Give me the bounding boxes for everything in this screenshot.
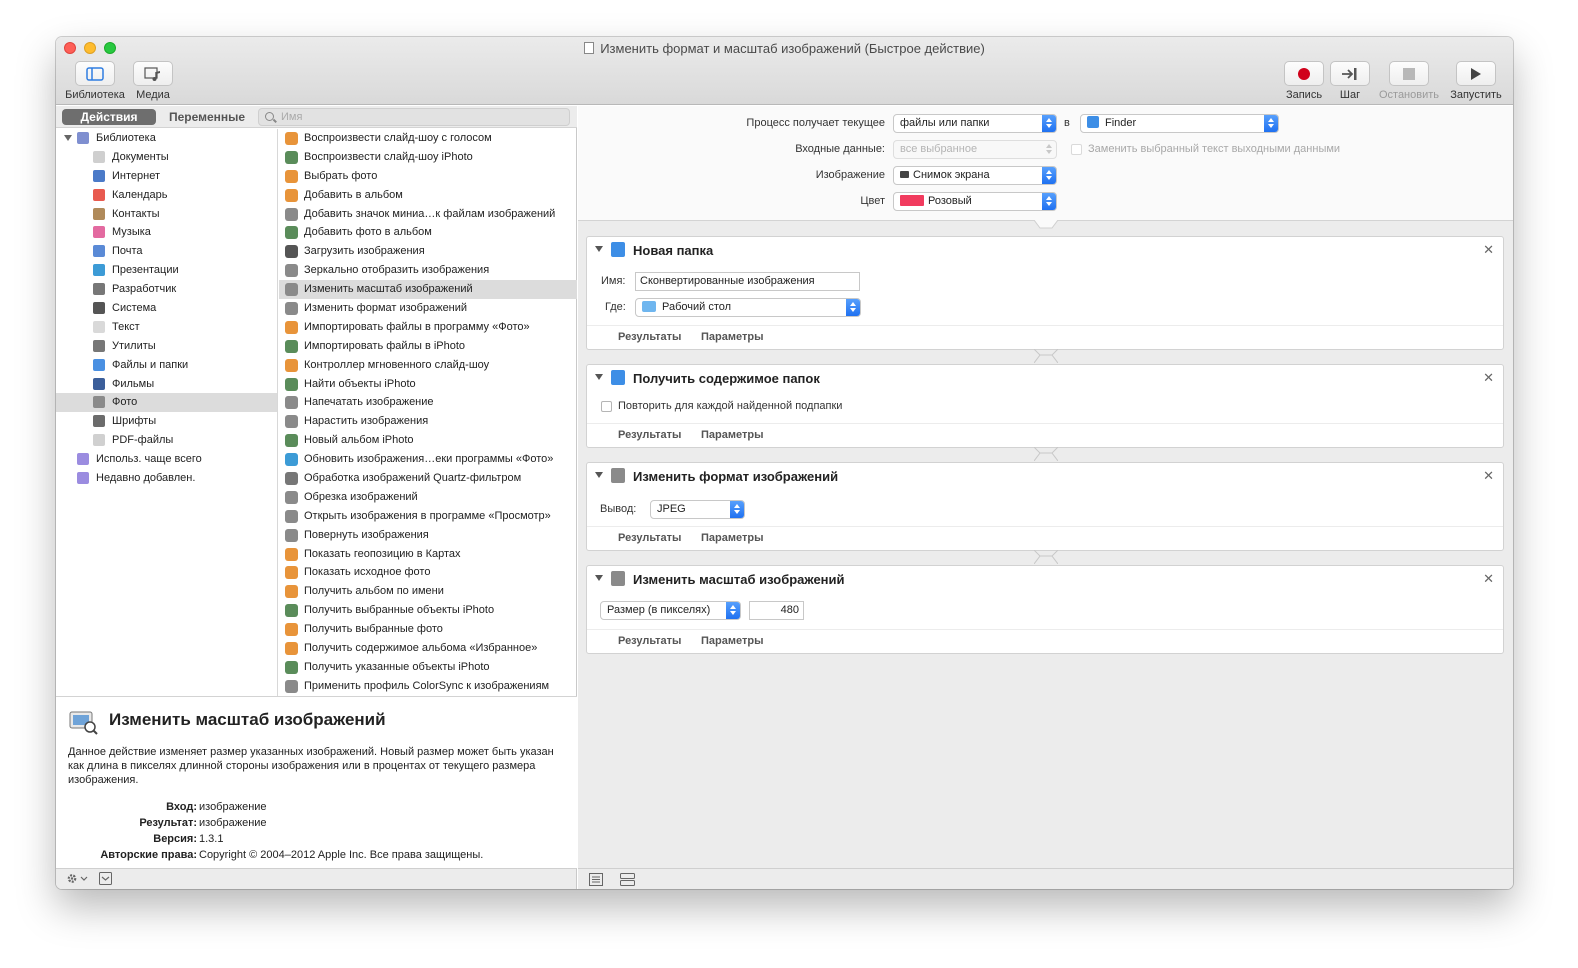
system-icon xyxy=(93,302,105,314)
results-tab[interactable]: Результаты xyxy=(618,635,682,647)
run-button[interactable] xyxy=(1446,61,1506,101)
action-icon xyxy=(285,623,298,636)
preview-scale-icon xyxy=(68,709,98,735)
action-list-item-label: Повернуть изображения xyxy=(304,528,429,541)
library-bottom-bar xyxy=(56,868,577,889)
tree-item-label: Утилиты xyxy=(112,339,156,352)
workflow-bottom-bar xyxy=(578,868,1513,889)
library-header xyxy=(56,106,577,128)
contacts-icon xyxy=(93,208,105,220)
action-list-item[interactable] xyxy=(279,545,577,564)
action-list-item[interactable] xyxy=(279,526,577,545)
where-popup-value: Рабочий стол xyxy=(662,301,732,313)
tree-item-label: Шрифты xyxy=(112,415,157,428)
tree-item-label: Библиотека xyxy=(96,132,156,144)
description-text: Данное действие изменяет размер указанных изображений. Новый размер может быть указан как длина в пикселях длинной стороны изображения или в процентах от текущего размера изображения. xyxy=(68,746,554,786)
action-connector xyxy=(1034,550,1058,564)
card-tabs xyxy=(587,629,1503,653)
action-list-item-label: Добавить значок миниа…к файлам изображений xyxy=(304,207,556,220)
popup-stepper-icon xyxy=(1042,140,1057,159)
media-label: Медиа xyxy=(136,89,170,101)
collapse-triangle-icon[interactable] xyxy=(595,575,603,581)
action-list-item-label: Напечатать изображение xyxy=(304,396,434,409)
tree-item[interactable] xyxy=(56,393,277,412)
card-title: Новая папка xyxy=(633,243,714,258)
run-label: Запустить xyxy=(1450,89,1502,101)
developer-icon xyxy=(93,283,105,295)
action-list-item-label: Найти объекты iPhoto xyxy=(304,377,416,390)
list-view-icon[interactable] xyxy=(589,873,603,889)
document-icon xyxy=(584,42,594,54)
color-label: Цвет xyxy=(860,195,885,207)
action-list-item-label: Выбрать фото xyxy=(304,169,378,182)
library-search-placeholder: Имя xyxy=(281,111,303,123)
close-icon[interactable]: ✕ xyxy=(1483,468,1494,483)
action-card-scale-images xyxy=(586,565,1504,654)
tree-item[interactable] xyxy=(56,261,277,280)
action-icon xyxy=(285,472,298,485)
tab-variables[interactable]: Переменные xyxy=(168,110,246,124)
action-icon xyxy=(285,226,298,239)
action-icon xyxy=(285,642,298,655)
action-list-item-label: Добавить фото в альбом xyxy=(304,226,432,239)
library-icon xyxy=(77,132,89,144)
popup-stepper-icon xyxy=(1264,114,1279,133)
action-icon xyxy=(285,396,298,409)
meta-result-key: Результат: xyxy=(139,817,197,829)
action-icon xyxy=(285,453,298,466)
tree-item-label: Фильмы xyxy=(112,377,155,390)
library-toggle-button[interactable] xyxy=(63,61,127,101)
meta-version-row xyxy=(56,833,577,847)
record-label: Запись xyxy=(1285,89,1323,101)
description-pane xyxy=(56,696,577,868)
step-label: Шаг xyxy=(1339,89,1361,101)
action-icon xyxy=(285,680,298,693)
action-list-item[interactable] xyxy=(279,242,577,261)
tree-item[interactable] xyxy=(56,356,277,375)
action-list-item[interactable] xyxy=(279,375,577,394)
action-list-item[interactable] xyxy=(279,205,577,224)
action-list-item[interactable] xyxy=(279,601,577,620)
step-icon xyxy=(1330,61,1370,86)
meta-input-key: Вход: xyxy=(166,801,197,813)
action-list-item[interactable] xyxy=(279,393,577,412)
collapse-triangle-icon[interactable] xyxy=(595,374,603,380)
action-icon xyxy=(285,566,298,579)
results-tab[interactable]: Результаты xyxy=(618,331,682,343)
tree-item[interactable] xyxy=(56,431,277,450)
globe-icon xyxy=(93,170,105,182)
tree-item-label: Почта xyxy=(112,245,143,258)
description-toggle-icon[interactable] xyxy=(99,872,112,888)
action-list-item[interactable] xyxy=(279,280,577,299)
app-popup-value: Finder xyxy=(1105,117,1137,129)
action-card-change-type xyxy=(586,462,1504,551)
popup-stepper-icon xyxy=(846,298,861,317)
action-icon xyxy=(285,548,298,561)
action-list-item-label: Показать геопозицию в Картах xyxy=(304,547,461,560)
library-search-input[interactable] xyxy=(258,108,570,126)
action-icon xyxy=(285,661,298,674)
action-connector xyxy=(1034,447,1058,461)
log-view-icon[interactable] xyxy=(620,873,635,889)
action-list-item[interactable] xyxy=(279,299,577,318)
music-icon xyxy=(93,226,105,238)
action-list-item[interactable] xyxy=(279,488,577,507)
tree-item-label: Система xyxy=(112,302,157,315)
receives-popup-value: файлы или папки xyxy=(900,117,990,129)
finder-icon xyxy=(93,359,105,371)
smart-folder-icon xyxy=(77,472,89,484)
tree-item[interactable] xyxy=(56,242,277,261)
popup-stepper-icon xyxy=(1042,114,1057,133)
action-list-item[interactable] xyxy=(279,658,577,677)
action-list-item-label: Получить выбранные объекты iPhoto xyxy=(304,604,495,617)
image-popup-value: Снимок экрана xyxy=(913,169,990,181)
app-popup[interactable] xyxy=(1080,114,1279,133)
tree-item-label: Недавно добавлен. xyxy=(96,472,196,485)
finder-icon xyxy=(611,242,625,257)
action-list-item-label: Воспроизвести слайд-шоу iPhoto xyxy=(304,150,473,163)
scale-mode-value: Размер (в пикселях) xyxy=(607,604,711,616)
action-list-item[interactable] xyxy=(279,582,577,601)
card-header xyxy=(587,237,1503,263)
workflow-input-panel xyxy=(578,106,1513,221)
action-list-item-label: Изменить масштаб изображений xyxy=(304,283,473,296)
action-list-item[interactable] xyxy=(279,469,577,488)
close-icon[interactable]: ✕ xyxy=(1483,571,1494,586)
record-icon xyxy=(1284,61,1324,86)
folder-name-field[interactable]: Сконвертированные изображения xyxy=(635,272,860,291)
action-list-item-label: Обновить изображения…еки программы «Фото» xyxy=(304,453,554,466)
action-list-item-label: Добавить в альбом xyxy=(304,188,403,201)
parameters-tab[interactable]: Параметры xyxy=(701,429,764,441)
media-icon xyxy=(133,61,173,86)
replace-text-checkbox[interactable] xyxy=(1071,144,1082,155)
results-tab[interactable]: Результаты xyxy=(618,429,682,441)
meta-version-key: Версия: xyxy=(153,833,197,845)
input-label: Входные данные: xyxy=(795,143,885,155)
action-list-item[interactable] xyxy=(279,167,577,186)
action-icon xyxy=(285,208,298,221)
color-popup[interactable] xyxy=(893,192,1057,211)
action-list-item-label: Изменить формат изображений xyxy=(304,302,468,315)
card-title: Изменить формат изображений xyxy=(633,469,839,484)
parameters-tab[interactable]: Параметры xyxy=(701,532,764,544)
card-header xyxy=(587,566,1503,592)
folder-name-label: Имя: xyxy=(601,275,626,287)
action-icon xyxy=(285,585,298,598)
action-connector xyxy=(1034,349,1058,363)
action-list-item-label: Получить указанные объекты iPhoto xyxy=(304,660,490,673)
action-list-item[interactable] xyxy=(279,431,577,450)
repeat-subfolders-label: Повторить для каждой найденной подпапки xyxy=(618,400,843,412)
action-connector xyxy=(1034,220,1058,234)
meta-input-row xyxy=(56,801,577,815)
tree-item-label: Музыка xyxy=(112,226,151,239)
action-icon xyxy=(285,302,298,315)
preview-icon xyxy=(611,571,625,586)
card-title: Изменить масштаб изображений xyxy=(633,572,845,587)
stop-button[interactable] xyxy=(1376,61,1442,101)
action-list-item-label: Зеркально отобразить изображения xyxy=(304,264,490,277)
action-icon xyxy=(285,529,298,542)
output-format-popup[interactable] xyxy=(650,500,745,519)
tree-item[interactable] xyxy=(56,205,277,224)
meta-input-value: изображение xyxy=(199,801,267,813)
action-list-item-label: Нарастить изображения xyxy=(304,415,429,428)
window-title xyxy=(56,41,1513,56)
receives-popup[interactable] xyxy=(893,114,1057,133)
collapse-triangle-icon[interactable] xyxy=(595,246,603,252)
movies-icon xyxy=(93,378,105,390)
presentation-icon xyxy=(93,264,105,276)
action-list-item-label: Импортировать файлы в программу «Фото» xyxy=(304,320,530,333)
finder-icon xyxy=(611,370,625,385)
collapse-triangle-icon[interactable] xyxy=(595,472,603,478)
actions-list xyxy=(279,129,577,696)
action-list-item-label: Обрезка изображений xyxy=(304,490,418,503)
tree-item[interactable] xyxy=(56,223,277,242)
image-popup[interactable] xyxy=(893,166,1057,185)
folder-icon xyxy=(642,301,656,312)
action-list-item-label: Воспроизвести слайд-шоу с голосом xyxy=(304,132,492,144)
action-list-item-label: Получить выбранные фото xyxy=(304,623,443,636)
tree-item[interactable] xyxy=(56,337,277,356)
action-list-item[interactable] xyxy=(279,639,577,658)
action-icon xyxy=(285,170,298,183)
action-list-item-label: Получить альбом по имени xyxy=(304,585,444,598)
tree-item-label: Файлы и папки xyxy=(112,358,189,371)
popup-stepper-icon xyxy=(1042,166,1057,185)
parameters-tab[interactable]: Параметры xyxy=(701,331,764,343)
repeat-subfolders-checkbox[interactable] xyxy=(601,401,612,412)
action-card-get-folder-contents xyxy=(586,364,1504,448)
disclosure-triangle-icon[interactable] xyxy=(64,135,72,141)
tree-item-label: Документы xyxy=(112,150,169,163)
action-list-item[interactable] xyxy=(279,337,577,356)
input-popup[interactable] xyxy=(893,140,1057,159)
color-swatch xyxy=(900,195,924,206)
where-label: Где: xyxy=(605,301,626,313)
action-icon xyxy=(285,415,298,428)
tree-item-label: Контакты xyxy=(112,207,160,220)
action-icon xyxy=(285,491,298,504)
meta-copyright-row xyxy=(56,849,577,863)
automator-window xyxy=(56,37,1513,889)
tree-item-label: PDF-файлы xyxy=(112,434,174,447)
scale-mode-popup[interactable] xyxy=(600,601,741,620)
action-icon xyxy=(285,132,298,145)
library-pane xyxy=(56,106,577,868)
action-icon xyxy=(285,378,298,391)
card-tabs xyxy=(587,423,1503,447)
card-title: Получить содержимое папок xyxy=(633,371,820,386)
action-icon xyxy=(285,283,298,296)
action-list-item[interactable] xyxy=(279,223,577,242)
text-icon xyxy=(93,321,105,333)
tree-item[interactable] xyxy=(56,167,277,186)
tree-item-label: Текст xyxy=(112,320,140,333)
play-icon xyxy=(1456,61,1496,86)
step-button[interactable] xyxy=(1328,61,1372,101)
action-list-item-label: Загрузить изображения xyxy=(304,245,425,258)
input-popup-value: все выбранное xyxy=(900,143,978,155)
tree-item[interactable] xyxy=(56,148,277,167)
action-list-item[interactable] xyxy=(279,318,577,337)
search-icon xyxy=(265,112,274,121)
output-format-value: JPEG xyxy=(657,503,686,515)
card-header xyxy=(587,365,1503,391)
action-icon xyxy=(285,340,298,353)
scale-size-field[interactable]: 480 xyxy=(749,601,804,620)
tree-item-label: Презентации xyxy=(112,264,179,277)
description-title: Изменить масштаб изображений xyxy=(109,710,386,729)
photos-icon xyxy=(93,396,105,408)
popup-stepper-icon xyxy=(726,601,741,620)
meta-result-value: изображение xyxy=(199,817,267,829)
tree-item-label: Использ. чаще всего xyxy=(96,453,202,466)
parameters-tab[interactable]: Параметры xyxy=(701,635,764,647)
close-icon[interactable]: ✕ xyxy=(1483,242,1494,257)
tree-item[interactable] xyxy=(56,469,277,488)
sidebar-icon xyxy=(75,61,115,86)
camera-icon xyxy=(900,171,909,178)
action-list-item[interactable] xyxy=(279,129,577,148)
media-button[interactable] xyxy=(130,61,176,101)
titlebar xyxy=(56,37,1513,105)
tree-item[interactable] xyxy=(56,412,277,431)
action-list-item-label: Новый альбом iPhoto xyxy=(304,434,414,447)
tree-item[interactable] xyxy=(56,318,277,337)
record-button[interactable] xyxy=(1282,61,1326,101)
action-icon xyxy=(285,510,298,523)
action-list-item[interactable] xyxy=(279,563,577,582)
where-popup[interactable] xyxy=(635,298,861,317)
tree-item[interactable] xyxy=(56,375,277,394)
fonts-icon xyxy=(93,415,105,427)
receives-label: Процесс получает текущее xyxy=(746,117,885,129)
color-popup-value: Розовый xyxy=(928,195,972,207)
action-list-item[interactable] xyxy=(279,677,577,696)
in-label: в xyxy=(1064,117,1070,129)
utilities-icon xyxy=(93,340,105,352)
calendar-icon xyxy=(93,189,105,201)
close-icon[interactable]: ✕ xyxy=(1483,370,1494,385)
action-list-item[interactable] xyxy=(279,412,577,431)
action-icon xyxy=(285,264,298,277)
action-list-item-label: Получить содержимое альбома «Избранное» xyxy=(304,642,538,655)
action-card-new-folder xyxy=(586,236,1504,350)
action-icon xyxy=(285,321,298,334)
library-toggle-label: Библиотека xyxy=(65,89,125,101)
action-list-item[interactable] xyxy=(279,620,577,639)
meta-version-value: 1.3.1 xyxy=(199,833,224,845)
tree-item-label: Интернет xyxy=(112,169,160,182)
action-list-item[interactable] xyxy=(279,450,577,469)
action-icon xyxy=(285,359,298,372)
action-icon xyxy=(285,189,298,202)
workflow-pane xyxy=(578,106,1513,868)
action-list-item-label: Импортировать файлы в iPhoto xyxy=(304,339,466,352)
meta-copyright-key: Авторские права: xyxy=(100,849,197,861)
gear-icon[interactable] xyxy=(66,872,88,888)
card-header xyxy=(587,463,1503,489)
action-list-item-label: Применить профиль ColorSync к изображениям xyxy=(304,679,550,692)
tree-item[interactable] xyxy=(56,280,277,299)
tab-actions[interactable]: Действия xyxy=(62,109,156,125)
tree-item[interactable] xyxy=(56,186,277,205)
meta-result-row xyxy=(56,817,577,831)
action-list-item-label: Показать исходное фото xyxy=(304,566,431,579)
meta-copyright-value: Copyright © 2004–2012 Apple Inc. Все права защищены. xyxy=(199,849,484,861)
image-label: Изображение xyxy=(815,169,885,181)
action-list-item[interactable] xyxy=(279,261,577,280)
action-list-item[interactable] xyxy=(279,148,577,167)
tree-item-label: Разработчик xyxy=(112,283,177,296)
action-list-item[interactable] xyxy=(279,507,577,526)
popup-stepper-icon xyxy=(1042,192,1057,211)
action-icon xyxy=(285,604,298,617)
tree-item[interactable] xyxy=(56,299,277,318)
action-list-item-label: Открыть изображения в программе «Просмотр» xyxy=(304,509,551,522)
pdf-icon xyxy=(93,434,105,446)
stop-label: Остановить xyxy=(1378,89,1440,101)
tree-item[interactable] xyxy=(56,450,277,469)
popup-stepper-icon xyxy=(730,500,745,519)
library-tree xyxy=(56,129,278,696)
action-list-item[interactable] xyxy=(279,186,577,205)
results-tab[interactable]: Результаты xyxy=(618,532,682,544)
replace-text-label: Заменить выбранный текст выходными данными xyxy=(1088,143,1341,155)
tree-item-label: Фото xyxy=(112,396,138,409)
action-list-item-label: Контроллер мгновенного слайд-шоу xyxy=(304,358,490,371)
action-list-item-label: Обработка изображений Quartz-фильтром xyxy=(304,472,522,485)
smart-folder-icon xyxy=(77,453,89,465)
card-tabs xyxy=(587,526,1503,550)
action-icon xyxy=(285,434,298,447)
window-title-text: Изменить формат и масштаб изображений (Быстрое действие) xyxy=(600,41,985,56)
document-icon xyxy=(93,151,105,163)
tree-item-label: Календарь xyxy=(112,188,168,201)
finder-icon xyxy=(1087,116,1099,128)
stop-icon xyxy=(1389,61,1429,86)
action-icon xyxy=(285,151,298,164)
mail-icon xyxy=(93,245,105,257)
action-icon xyxy=(285,245,298,258)
card-tabs xyxy=(587,325,1503,349)
output-format-label: Вывод: xyxy=(600,503,637,515)
action-list-item[interactable] xyxy=(279,356,577,375)
preview-icon xyxy=(611,468,625,483)
tree-item[interactable] xyxy=(56,129,277,148)
